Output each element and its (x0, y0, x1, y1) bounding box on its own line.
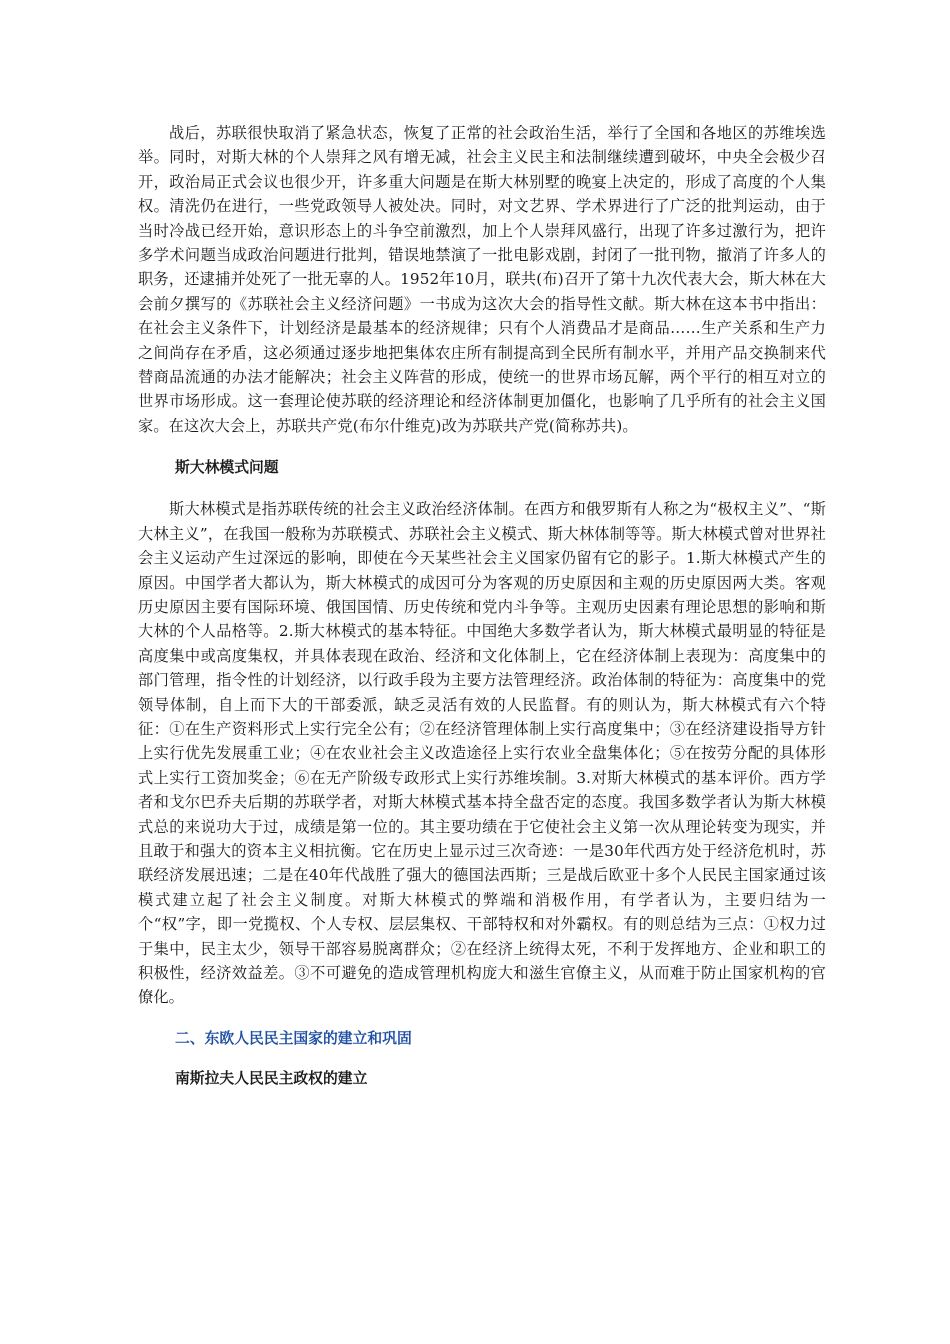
spacer (138, 438, 826, 456)
spacer (138, 1010, 826, 1027)
paragraph-stalin-model: 斯大林模式是指苏联传统的社会主义政治经济体制。在西方和俄罗斯有人称之为“极权主义”、“斯大林主义”，在我国一般称为苏联模式、苏联社会主义模式、斯大林体制等等。斯大林模式曾对世界社会主义运动产生过深远的影响，即使在今天某些社会主义国家仍留有它的影子。1.斯大林模式产生的原因。中国学者大都认为，斯大林模式的成因可分为客观的历史原因和主观的历史原因两大类。客观历史原因主要有国际环境、俄国国情、历史传统和党内斗争等。主观历史因素有理论思想的影响和斯大林的个人品格等。2.斯大林模式的基本特征。中国绝大多数学者认为，斯大林模式最明显的特征是高度集中或高度集权，并具体表现在政治、经济和文化体制上，它在经济体制上表现为：高度集中的部门管理，指令性的计划经济，以行政手段为主要方法管理经济。政治体制的特征为：高度集中的党领导体制，自上而下大的干部委派，缺乏灵活有效的人民监督。有的则认为，斯大林模式有六个特征：①在生产资料形式上实行完全公有；②在经济管理体制上实行高度集中；③在经济建设指导方针上实行优先发展重工业；④在农业社会主义改造途径上实行农业全盘集体化；⑤在按劳分配的具体形式上实行工资加奖金；⑥在无产阶级专政形式上实行苏维埃制。3.对斯大林模式的基本评价。西方学者和戈尔巴乔夫后期的苏联学者，对斯大林模式基本持全盘否定的态度。我国多数学者认为斯大林模式总的来说功大于过，成绩是第一位的。其主要功绩在于它使社会主义第一次从理论转变为现实，并且敢于和强大的资本主义相抗衡。它在历史上显示过三次奇迹：一是30年代西方处于经济危机时，苏联经济发展迅速；二是在40年代战胜了强大的德国法西斯；三是战后欧亚十多个人民民主国家通过该模式建立起了社会主义制度。对斯大林模式的弊端和消极作用，有学者认为，主要归结为一个“权”字，即一党揽权、个人专权、层层集权、干部特权和对外霸权。有的则总结为三点：①权力过于集中，民主太少，领导干部容易脱离群众；②在经济上统得太死，不利于发挥地方、企业和职工的积极性，经济效益差。③不可避免的造成管理机构庞大和滋生官僚主义，从而难于防止国家机构的官僚化。 (138, 500, 826, 1007)
spacer (138, 480, 826, 497)
section-heading-eastern-europe: 二、东欧人民民主国家的建立和巩固 (175, 1029, 412, 1047)
document-body (138, 121, 826, 1091)
paragraph-postwar-soviet-union: 战后，苏联很快取消了紧急状态，恢复了正常的社会政治生活，举行了全国和各地区的苏维埃选举。同时，对斯大林的个人崇拜之风有增无减，社会主义民主和法制继续遭到破坏，中央全会极少召开，政治局正式会议也很少开，许多重大问题是在斯大林别墅的晚宴上决定的，形成了高度的个人集权。清洗仍在进行，一些党政领导人被处决。同时，对文艺界、学术界进行了广泛的批判运动，由于当时冷战已经开始，意识形态上的斗争空前激烈，加上个人崇拜风盛行，出现了许多过激行为，把许多学术问题当成政治问题进行批判，错误地禁演了一批电影戏剧，封闭了一批刊物，撤消了许多人的职务，还逮捕并处死了一批无辜的人。1952年10月，联共(布)召开了第十九次代表大会，斯大林在大会前夕撰写的《苏联社会主义经济问题》一书成为这次大会的指导性文献。斯大林在这本书中指出：在社会主义条件下，计划经济是最基本的经济规律；只有个人消费品才是商品……生产关系和生产力之间尚存在矛盾，这必须通过逐步地把集体农庄所有制提高到全民所有制水平，并用产品交换制来代替商品流通的办法才能解决；社会主义阵营的形成，使统一的世界市场瓦解，两个平行的相互对立的世界市场形成。这一套理论使苏联的经济理论和经济体制更加僵化，也影响了几乎所有的社会主义国家。在这次大会上，苏联共产党(布尔什维克)改为苏联共产党(简称苏共)。 (138, 124, 826, 435)
spacer (138, 1051, 826, 1067)
subheading-stalin-model: 斯大林模式问题 (175, 459, 279, 477)
subheading-yugoslavia: 南斯拉夫人民民主政权的建立 (175, 1069, 368, 1087)
